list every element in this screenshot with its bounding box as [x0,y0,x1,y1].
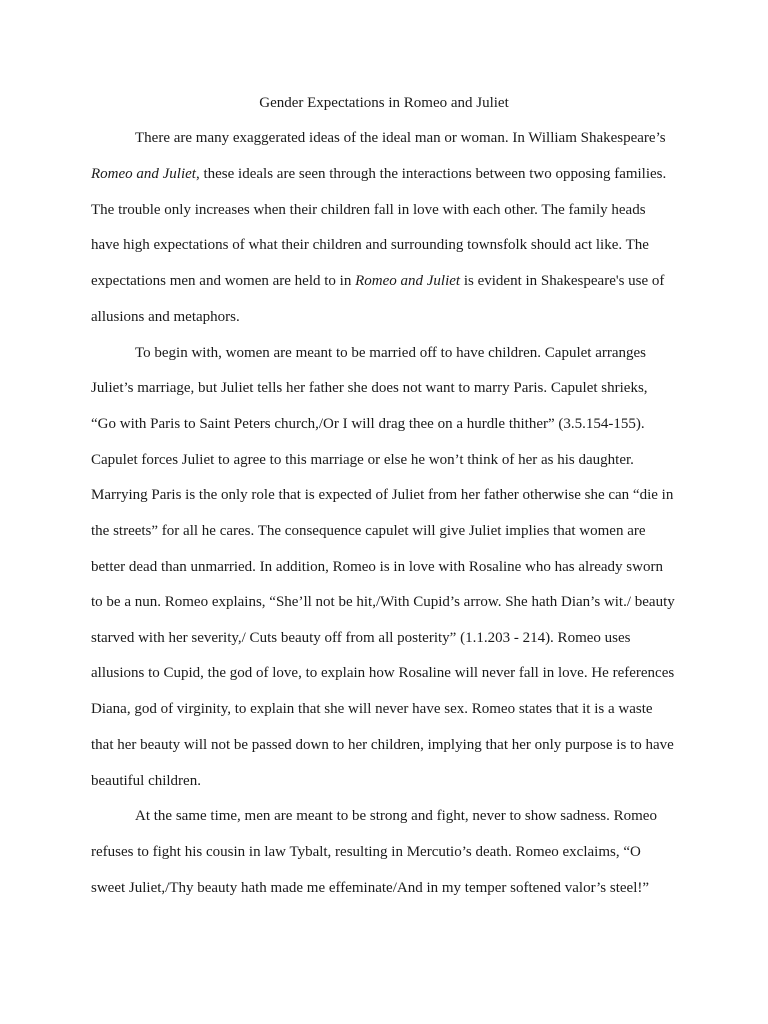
paragraph-1-line-4 [91,235,649,255]
text-run: allusions and metaphors. [91,309,240,325]
paragraph-2-line-10 [91,663,674,683]
text-run: refuses to fight his cousin in law Tybalt, resulting in Mercutio’s death. Romeo exclaims, “O [91,844,641,860]
text-run: Juliet’s marriage, but Juliet tells her father she does not want to marry Paris. Capulet shrieks, [91,380,648,396]
paragraph-2-line-13 [91,771,201,791]
paragraph-1-line-1 [135,128,666,148]
paragraph-3-line-3 [91,878,649,898]
paragraph-1-line-3 [91,200,646,220]
paragraph-2-line-3 [91,414,645,434]
paragraph-1-line-5 [91,271,664,291]
paragraph-2-line-5 [91,485,673,505]
text-run: allusions to Cupid, the god of love, to explain how Rosaline will never fall in love. He references [91,665,675,681]
paragraph-2-line-7 [91,557,663,577]
text-run-italic: Romeo and Juliet [355,273,461,289]
text-run: , these ideals are seen through the interactions between two opposing families. [195,166,667,182]
text-run: beautiful children. [91,773,201,789]
paragraph-2-line-12 [91,735,674,755]
text-run: expectations men and women are held to in [91,273,356,289]
text-run: sweet Juliet,/Thy beauty hath made me effeminate/And in my temper softened valor’s steel!” [91,880,650,896]
text-run-italic: Romeo and Juliet [91,166,196,182]
text-run: At the same time, men are meant to be strong and fight, never to show sadness. Romeo [135,808,657,824]
paragraph-2-line-11 [91,699,653,719]
paragraph-2-line-9 [91,628,630,648]
text-run: Marrying Paris is the only role that is expected of Juliet from her father otherwise she can “die in [91,487,674,503]
text-run: is evident in Shakespeare's use of [460,273,665,289]
paragraph-1-line-6 [91,307,240,327]
paragraph-3-line-1 [135,806,657,826]
text-run: The trouble only increases when their children fall in love with each other. The family heads [91,202,646,218]
paragraph-2-line-6 [91,521,646,541]
text-run: starved with her severity,/ Cuts beauty off from all posterity” (1.1.203 - 214). Romeo uses [91,630,631,646]
paragraph-3-line-2 [91,842,641,862]
text-run: that her beauty will not be passed down to her children, implying that her only purpose is to have [91,737,674,753]
paragraph-2-line-4 [91,450,634,470]
text-run: Capulet forces Juliet to agree to this marriage or else he won’t think of her as his daughter. [91,452,634,468]
text-run: have high expectations of what their children and surrounding townsfolk should act like. The [91,237,649,253]
text-run: to be a nun. Romeo explains, “She’ll not be hit,/With Cupid’s arrow. She hath Dian’s wit./ beauty [91,594,675,610]
text-run: To begin with, women are meant to be married off to have children. Capulet arranges [135,345,646,361]
paragraph-2-line-8 [91,592,675,612]
text-run: There are many exaggerated ideas of the ideal man or woman. In William Shakespeare’s [135,130,666,146]
document-title: Gender Expectations in Romeo and Juliet [259,95,509,111]
text-run: the streets” for all he cares. The consequence capulet will give Juliet implies that women are [91,523,646,539]
text-run: Diana, god of virginity, to explain that she will never have sex. Romeo states that it is a waste [91,701,653,717]
paragraph-2-line-2 [91,378,648,398]
text-run: better dead than unmarried. In addition, Romeo is in love with Rosaline who has already sworn [91,559,663,575]
paragraph-2-line-1 [135,343,646,363]
text-run: “Go with Paris to Saint Peters church,/Or I will drag thee on a hurdle thither” (3.5.154-155). [91,416,645,432]
paragraph-1-line-2 [91,164,666,184]
